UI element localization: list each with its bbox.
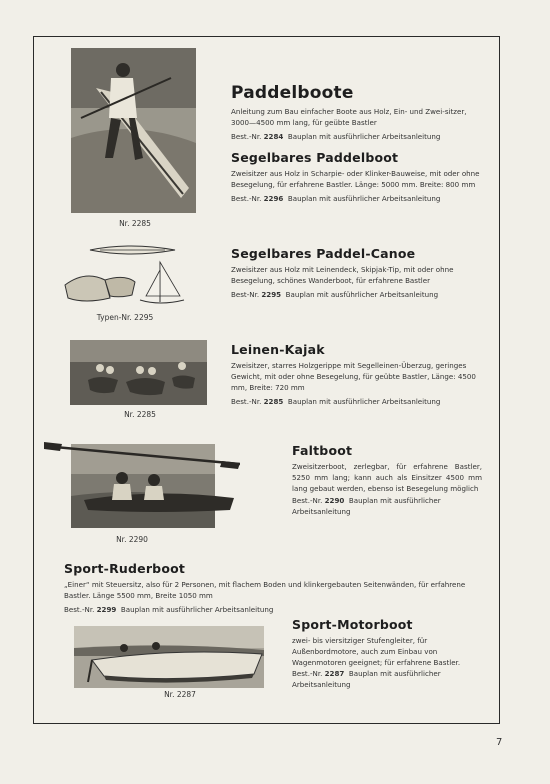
caption-2285-a: Nr. 2285 <box>119 219 151 228</box>
title-segelbares-paddelboot: Segelbares Paddelboot <box>231 150 399 165</box>
desc-sport-motorboot: zwei- bis viersitziger Stufengleiter, für Außenbordmotore, auch zum Einbau von Wagenmotoren geeignet; für erfahrene Bastler. <box>292 636 461 667</box>
order-sport-ruderboot: Best.-Nr. 2299 Bauplan mit ausführlicher Arbeitsanleitung <box>64 605 274 614</box>
section-segelbares-paddelboot <box>231 150 481 204</box>
caption-2290: Nr. 2290 <box>116 535 148 544</box>
caption-2285-b: Nr. 2285 <box>124 410 156 419</box>
section-faltboot <box>292 443 482 517</box>
desc-paddel-canoe: Zweisitzer aus Holz mit Leinendeck, Skipjak-Tip, mit oder ohne Besegelung, schönes Wanderboot, für erfahrene Bastler <box>231 265 454 285</box>
motorboot-photo <box>74 626 264 688</box>
caption-2287: Nr. 2287 <box>164 690 196 699</box>
desc-segelbares-paddelboot: Zweisitzer aus Holz in Scharpie- oder Klinker-Bauweise, mit oder ohne Besegelung, für erfahrene Bastler. Länge: 5000 mm. Breite: 800 mm <box>231 169 480 189</box>
paddelboot-photo <box>71 48 196 213</box>
desc-faltboot: Zweisitzerboot, zerlegbar, für erfahrene Bastler, 5250 mm lang; kann auch als Einsitzer 4500 mm lang gebaut werden, ebenso ist Besegelung möglich <box>292 462 482 493</box>
order-faltboot: Best.-Nr. 2290 Bauplan mit ausführlicher Arbeitsanleitung <box>292 496 441 516</box>
title-paddel-canoe: Segelbares Paddel-Canoe <box>231 246 416 261</box>
title-sport-motorboot: Sport-Motorboot <box>292 617 413 632</box>
section-leinen-kajak <box>231 342 481 407</box>
order-leinen-kajak: Best.-Nr. 2285 Bauplan mit ausführlicher Arbeitsanleitung <box>231 397 441 406</box>
title-faltboot: Faltboot <box>292 443 353 458</box>
section-paddelboote <box>231 83 481 142</box>
desc-leinen-kajak: Zweisitzer, starres Holzgerippe mit Segelleinen-Überzug, geringes Gewicht, mit oder ohne Besegelung, für geübte Bastler, Länge: 4500 mm, Breite: 720 mm <box>231 361 476 392</box>
section-sport-motorboot <box>292 617 482 690</box>
section-sport-ruderboot <box>64 561 484 615</box>
order-paddelboote: Best.-Nr. 2284 Bauplan mit ausführlicher Arbeitsanleitung <box>231 132 441 141</box>
page-number: 7 <box>496 737 503 748</box>
desc-paddelboote: Anleitung zum Bau einfacher Boote aus Holz, Ein- und Zwei-sitzer, 3000—4500 mm lang, für geübte Bastler <box>231 107 467 127</box>
order-sport-motorboot: Best.-Nr. 2287 Bauplan mit ausführlicher Arbeitsanleitung <box>292 669 441 689</box>
faltboot-photo <box>44 436 240 528</box>
desc-sport-ruderboot: „Einer“ mit Steuersitz, also für 2 Personen, mit flachem Boden und klinkergebauten Seitenwänden, für erfahrene Bastler. Länge 5500 mm, Breite 1050 mm <box>64 580 466 600</box>
title-paddelboote: Paddelboote <box>231 83 354 103</box>
title-sport-ruderboot: Sport-Ruderboot <box>64 561 186 576</box>
kajak-photo <box>70 340 207 405</box>
caption-typen-2295: Typen-Nr. 2295 <box>96 313 154 322</box>
section-paddel-canoe <box>231 246 481 300</box>
order-segelbares-paddelboot: Best.-Nr. 2296 Bauplan mit ausführlicher Arbeitsanleitung <box>231 194 441 203</box>
order-paddel-canoe: Best-Nr. 2295 Bauplan mit ausführlicher Arbeitsanleitung <box>231 290 439 299</box>
title-leinen-kajak: Leinen-Kajak <box>231 342 325 357</box>
canoe-drawings <box>60 240 190 310</box>
